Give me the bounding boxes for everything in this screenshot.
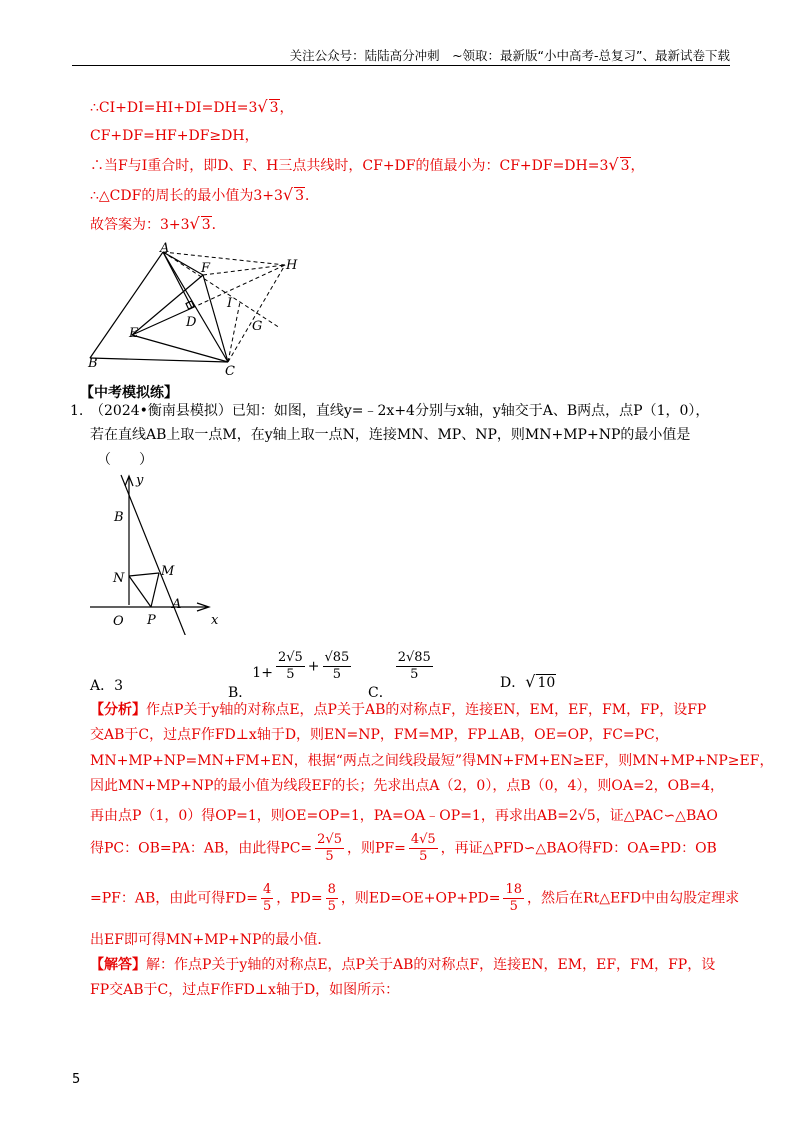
label-D: D xyxy=(186,315,197,330)
section-title: 【中考模拟练】 xyxy=(80,385,178,401)
answer-line-2: FP交AB于C，过点F作FD⊥x轴于D，如图所示： xyxy=(90,982,400,998)
label-B: B xyxy=(114,510,124,525)
label-O: O xyxy=(113,614,124,629)
label-F: F xyxy=(201,261,211,276)
label-B: B xyxy=(88,356,98,371)
solution-line-5: 故答案为：3+3√ 3． xyxy=(90,214,226,233)
label-N: N xyxy=(113,571,125,586)
analysis-line-8: 出EF即可得MN+MP+NP的最小值． xyxy=(90,932,332,948)
analysis-line-2: 交AB于C，过点F作FD⊥x轴于D，则EN=NP，FM=MP，FP⊥AB，OE=OP，FC=PC， xyxy=(90,727,669,743)
option-a[interactable]: A．3 xyxy=(90,678,124,694)
question-line-1: （2024•衡南县模拟）已知：如图，直线y=﹣2x+4分别与x轴，y轴交于A、B两点，点P（1，0）， xyxy=(90,403,710,419)
option-c[interactable]: C． $\frac{2√85}{5}$ xyxy=(368,650,431,701)
geometry-figure-1 xyxy=(80,240,310,380)
label-H: H xyxy=(286,258,298,273)
answer-line-1: 【解答】解：作点P关于y轴的对称点E，点P关于AB的对称点F，连接EN，EM，EF，FM，FP，设 xyxy=(90,957,716,973)
analysis-line-3: MN+MP+NP=MN+FM+EN，根据“两点之间线段最短”得MN+FM+EN≥EF，则MN+MP+NP≥EF， xyxy=(90,753,774,769)
answer-blank: （ ） xyxy=(97,452,153,468)
analysis-line-7: =PF：AB，由此可得FD= $\frac{4}{5}$ ，PD= $\frac{8}{5}$ ，则ED=OE+OP+PD= $\frac{18}{5}$ ，然后在Rt△EFD中由勾股定理求 xyxy=(90,882,740,914)
label-I: I xyxy=(227,296,233,311)
page-number: 5 xyxy=(72,1072,81,1087)
label-A: A xyxy=(172,597,182,612)
solution-line-2: CF+DF=HF+DF≥DH， xyxy=(90,128,259,144)
solution-line-1: ∴CI+DI=HI+DI=DH=3√ 3， xyxy=(90,97,294,116)
coordinate-figure-2 xyxy=(85,470,230,635)
analysis-line-1: 【分析】作点P关于y轴的对称点E，点P关于AB的对称点F，连接EN，EM，EF，FM，FP，设FP xyxy=(90,702,707,718)
page-header: 关注公众号：陆陆高分冲刺 ~领取：最新版“小中高考-总复习”、最新试卷下载 xyxy=(289,48,730,63)
label-C: C xyxy=(225,364,235,379)
label-x: x xyxy=(211,613,219,628)
label-y: y xyxy=(136,473,144,488)
label-G: G xyxy=(252,319,263,334)
label-A: A xyxy=(160,241,170,256)
header-divider xyxy=(72,65,730,66)
option-b[interactable]: B．1+ $\frac{2√5}{5}$ + $\frac{√85}{5}$ xyxy=(228,650,350,701)
option-d[interactable]: D．√ 10 xyxy=(500,672,556,691)
label-E: E xyxy=(129,326,139,341)
solution-line-4: ∴△CDF的周长的最小值为3+3√ 3． xyxy=(90,185,319,204)
solution-line-3: ∴当F与I重合时，即D、F、H三点共线时，CF+DF的值最小为：CF+DF=DH=3√ 3， xyxy=(90,155,645,174)
label-P: P xyxy=(147,613,156,628)
analysis-line-6: 得PC：OB=PA：AB，由此得PC= $\frac{2√5}{5}$ ，则PF= $\frac{4√5}{5}$ ，再证△PFD∽△BAO得FD：OA=PD：OB xyxy=(90,832,717,864)
question-line-2: 若在直线AB上取一点M，在y轴上取一点N，连接MN、MP、NP，则MN+MP+NP的最小值是 xyxy=(90,427,691,443)
analysis-line-4: 因此MN+MP+NP的最小值为线段EF的长；先求出点A（2，0），点B（0，4），则OA=2，OB=4， xyxy=(90,778,725,794)
label-M: M xyxy=(161,564,175,579)
analysis-line-5: 再由点P（1，0）得OP=1，则OE=OP=1，PA=OA﹣OP=1，再求出AB=2√5，证△PAC∽△BAO xyxy=(90,808,718,824)
question-number: 1. xyxy=(70,403,84,419)
